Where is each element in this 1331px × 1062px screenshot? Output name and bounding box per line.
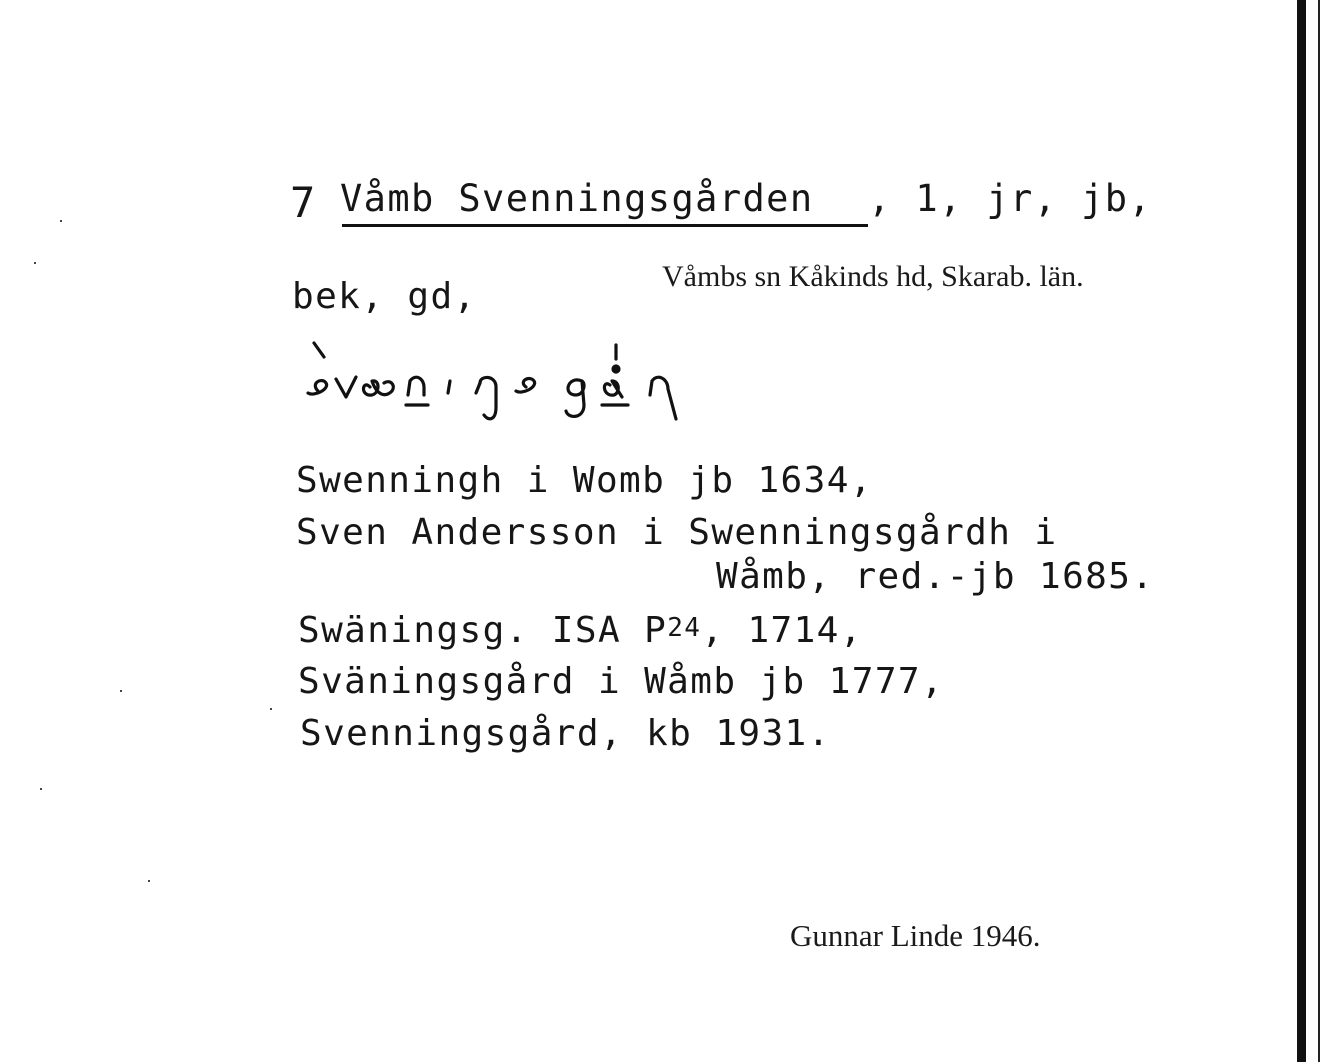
record-2-continued: Wåmb, red.-jb 1685. [716, 556, 1155, 597]
record-5: Svenningsgård, kb 1931. [300, 713, 831, 754]
handwritten-pronunciation [300, 335, 720, 430]
place-name-underline [342, 224, 868, 227]
record-3-superscript: 24 [667, 613, 702, 643]
record-4: Sväningsgård i Wåmb jb 1777, [298, 661, 945, 702]
card-edge-shadow [1297, 0, 1306, 1062]
scan-speck [270, 708, 272, 710]
location-stamp: Våmbs sn Kåkinds hd, Skarab. län. [662, 260, 1084, 293]
record-3: Swäningsg. ISA $P^{24}$, 1714, [298, 610, 863, 651]
record-2: Sven Andersson i Swenningsgårdh i [296, 512, 1058, 553]
collector-signature: Gunnar Linde 1946. [790, 918, 1041, 953]
scan-speck [60, 220, 62, 222]
scan-speck [34, 262, 36, 264]
heading-line2: bek, gd, [292, 276, 477, 317]
scan-speck [148, 880, 150, 882]
record-1: Swenningh i Womb jb 1634, [296, 460, 873, 501]
heading-tail: , 1, jr, jb, [868, 177, 1153, 220]
card-number: 7 [290, 178, 317, 227]
card-edge-line [1318, 0, 1320, 1062]
scan-speck [40, 788, 42, 790]
place-name: Våmb Svenningsgården [340, 177, 814, 220]
scan-speck [120, 690, 122, 692]
